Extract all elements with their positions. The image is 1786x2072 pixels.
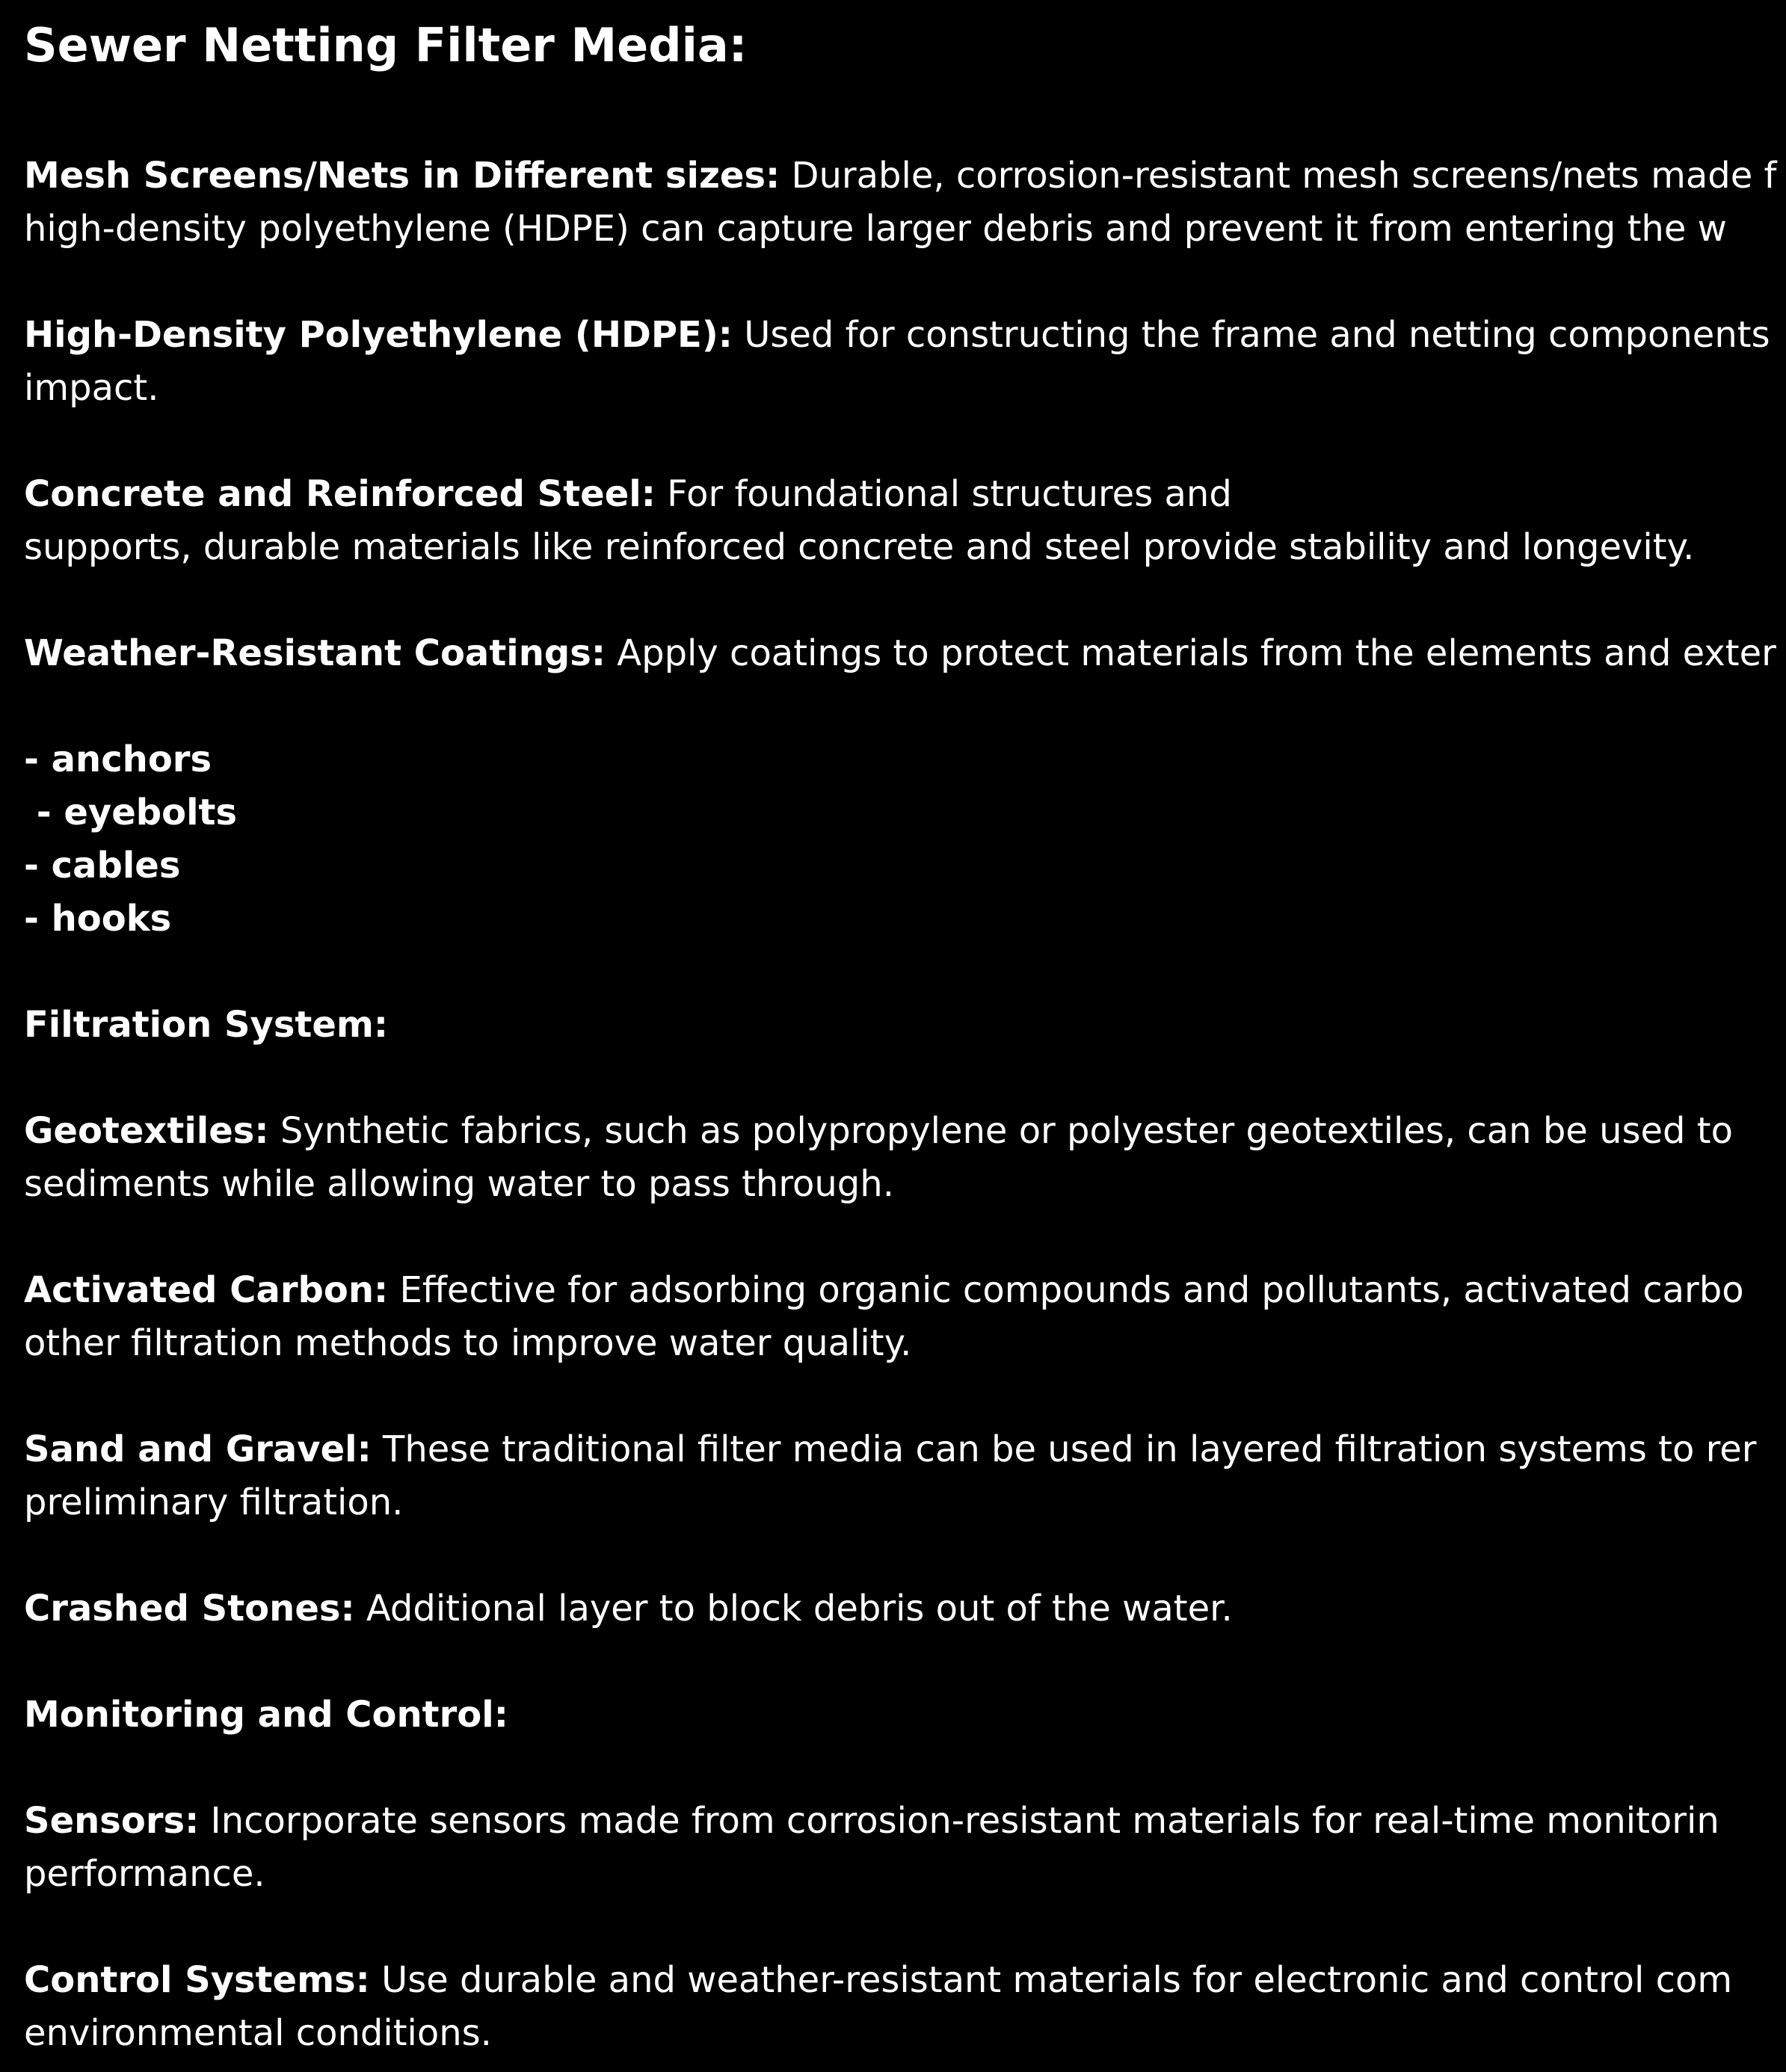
paragraph-mesh-screens-line-1 <box>24 149 1776 203</box>
term-label: High-Density Polyethylene (HDPE): <box>24 314 733 356</box>
paragraph-hdpe-line-2: impact. <box>24 367 159 409</box>
list-item-cables: - cables <box>24 845 181 887</box>
section-heading-filtration: Filtration System: <box>24 1004 389 1046</box>
list-item-hooks: - hooks <box>24 898 172 940</box>
paragraph-activated-carbon-line-2: other filtration methods to improve water quality. <box>24 1322 912 1364</box>
paragraph-sensors-line-1 <box>24 1795 1719 1848</box>
paragraph-sand-gravel-line-1 <box>24 1423 1757 1476</box>
term-description: Durable, corrosion-resistant mesh screens/nets made f <box>780 155 1777 197</box>
document-page <box>24 0 1786 2072</box>
page-title: Sewer Netting Filter Media: <box>24 18 748 73</box>
paragraph-control-systems-line-2: environmental conditions. <box>24 2012 492 2054</box>
paragraph-geotextiles-line-2: sediments while allowing water to pass through. <box>24 1163 894 1205</box>
paragraph-geotextiles-line-1 <box>24 1105 1733 1158</box>
paragraph-coatings-line-1 <box>24 627 1776 680</box>
term-description: Apply coatings to protect materials from the elements and exter <box>606 632 1776 674</box>
term-description: Used for constructing the frame and netting components <box>732 314 1770 356</box>
term-description: For foundational structures and <box>655 473 1232 515</box>
paragraph-concrete-line-2: supports, durable materials like reinforced concrete and steel provide stability and longevity. <box>24 526 1695 568</box>
section-heading-monitoring: Monitoring and Control: <box>24 1694 508 1736</box>
term-description: Synthetic fabrics, such as polypropylene or polyester geotextiles, can be used to <box>268 1110 1733 1152</box>
term-description: Use durable and weather-resistant materials for electronic and control com <box>369 1959 1733 2001</box>
paragraph-sensors-line-2: performance. <box>24 1853 265 1895</box>
paragraph-hdpe-line-1 <box>24 309 1770 362</box>
term-label: Sensors: <box>24 1800 200 1842</box>
term-description: These traditional filter media can be used in layered filtration systems to rer <box>371 1428 1757 1470</box>
term-label: Weather-Resistant Coatings: <box>24 632 606 674</box>
term-label: Geotextiles: <box>24 1110 269 1152</box>
term-description: Incorporate sensors made from corrosion-resistant materials for real-time monitorin <box>199 1800 1719 1842</box>
term-label: Sand and Gravel: <box>24 1428 372 1470</box>
term-description: Additional layer to block debris out of the water. <box>354 1588 1233 1629</box>
paragraph-mesh-screens-line-2: high-density polyethylene (HDPE) can capture larger debris and prevent it from entering the w <box>24 208 1727 250</box>
list-item-anchors: - anchors <box>24 739 212 780</box>
term-description: Effective for adsorbing organic compounds and pollutants, activated carbo <box>388 1269 1744 1311</box>
list-item-eyebolts: - eyebolts <box>24 792 238 833</box>
paragraph-concrete-line-1 <box>24 468 1232 521</box>
term-label: Crashed Stones: <box>24 1588 355 1629</box>
paragraph-control-systems-line-1 <box>24 1954 1732 2007</box>
term-label: Mesh Screens/Nets in Different sizes: <box>24 155 780 197</box>
paragraph-crashed-stones-line-1 <box>24 1582 1233 1635</box>
paragraph-sand-gravel-line-2: preliminary filtration. <box>24 1481 404 1523</box>
term-label: Control Systems: <box>24 1959 370 2001</box>
term-label: Activated Carbon: <box>24 1269 389 1311</box>
term-label: Concrete and Reinforced Steel: <box>24 473 656 515</box>
paragraph-activated-carbon-line-1 <box>24 1264 1744 1317</box>
